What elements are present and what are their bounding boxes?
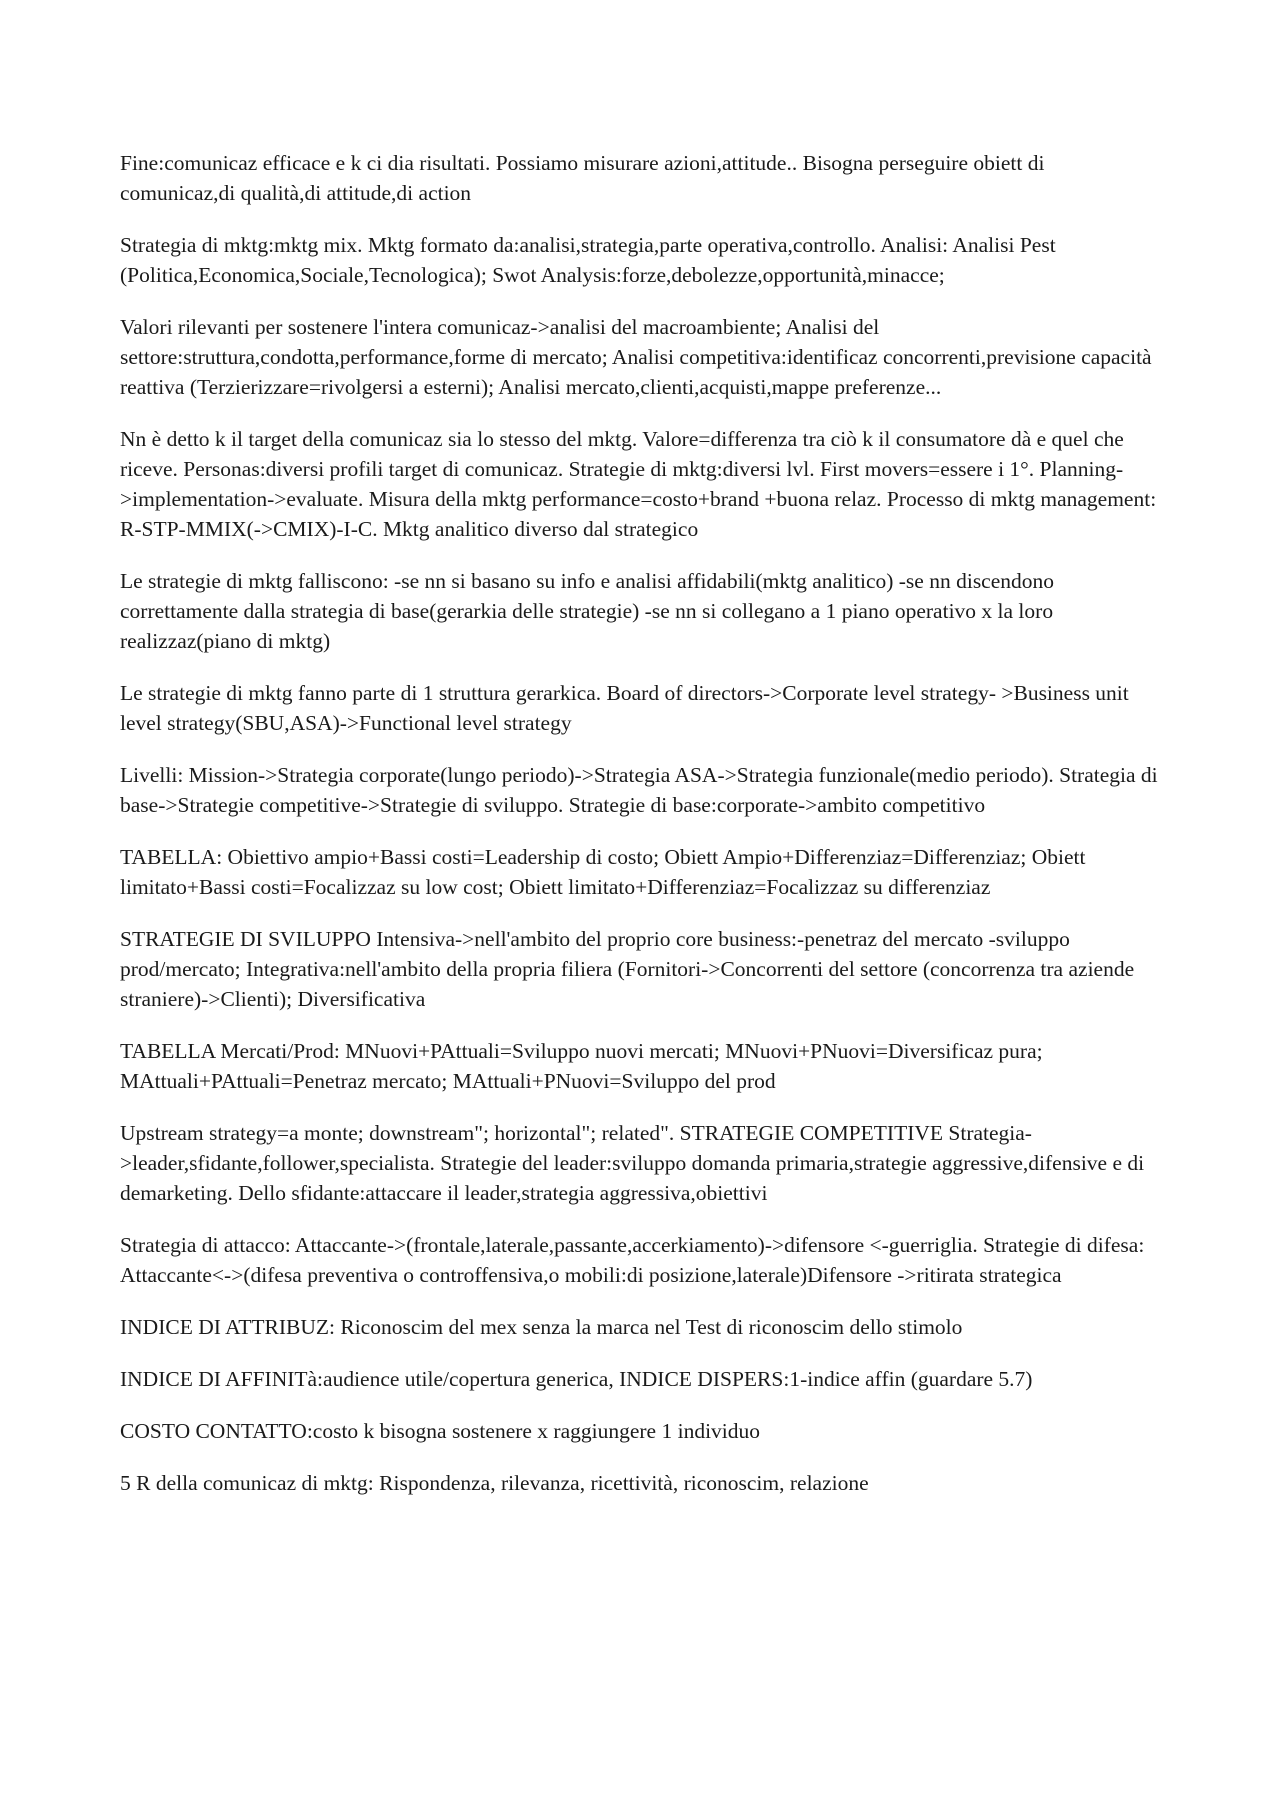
paragraph-goal: Fine:comunicaz efficace e k ci dia risultati. Possiamo misurare azioni,attitude.. Bisogna perseguire obiett di comunicaz,di qualità,di attitude,di action [120, 151, 1045, 205]
paragraph-hierarchy: Le strategie di mktg fanno parte di 1 struttura gerarkica. Board of directors->Corporate level strategy- >Business unit level strategy(SBU,ASA)->Functional level strategy [120, 681, 1129, 735]
paragraph-levels: Livelli: Mission->Strategia corporate(lungo periodo)->Strategia ASA->Strategia funzionale(medio periodo). Strategia di base->Strategie competitive->Strategie di sviluppo. Strategie di base:corporate->ambito competitivo [120, 763, 1158, 817]
document-body [120, 148, 1165, 1520]
paragraph-affinity-index: INDICE DI AFFINITà:audience utile/copertura generica, INDICE DISPERS:1-indice affin (guardare 5.7) [120, 1367, 1033, 1391]
paragraph-attribution-index: INDICE DI ATTRIBUZ: Riconoscim del mex senza la marca nel Test di riconoscim dello stimolo [120, 1315, 963, 1339]
paragraph-upstream-competitive: Upstream strategy=a monte; downstream"; horizontal"; related". STRATEGIE COMPETITIVE Strategia- >leader,sfidante,follower,specialista. Strategie del leader:sviluppo domanda primaria,strategie aggressive,difensive e di demarketing. Dello sfidante:attaccare il leader,strategia aggressiva,obiettivi [120, 1121, 1145, 1205]
paragraph-five-r: 5 R della comunicaz di mktg: Rispondenza, rilevanza, ricettività, riconoscim, relazione [120, 1471, 869, 1495]
paragraph-attack-defense: Strategia di attacco: Attaccante->(frontale,laterale,passante,accerkiamento)->difensore <-guerriglia. Strategie di difesa: Attaccante<->(difesa preventiva o controffensiva,o mobili:di posizione,laterale)Difensore ->ritirata strategica [120, 1233, 1145, 1287]
paragraph-development-strategies: STRATEGIE DI SVILUPPO Intensiva->nell'ambito del proprio core business:-penetraz del mercato -sviluppo prod/mercato; Integrativa:nell'ambito della propria filiera (Fornitori->Concorrenti del settore (concorrenza tra aziende straniere)->Clienti); Diversificativa [120, 927, 1135, 1011]
paragraph-mktg-strategy: Strategia di mktg:mktg mix. Mktg formato da:analisi,strategia,parte operativa,controllo. Analisi: Analisi Pest (Politica,Economica,Sociale,Tecnologica); Swot Analysis:forze,debolezze,opportunità,minacce; [120, 233, 1056, 287]
paragraph-strategy-failures: Le strategie di mktg falliscono: -se nn si basano su info e analisi affidabili(mktg analitico) -se nn discendono correttamente dalla strategia di base(gerarkia delle strategie) -se nn si collegano a 1 piano operativo x la loro realizzaz(piano di mktg) [120, 569, 1055, 653]
paragraph-contact-cost: COSTO CONTATTO:costo k bisogna sostenere x raggiungere 1 individuo [120, 1419, 761, 1443]
paragraph-table-competitive: TABELLA: Obiettivo ampio+Bassi costi=Leadership di costo; Obiett Ampio+Differenziaz=Differenziaz; Obiett limitato+Bassi costi=Focalizzaz su low cost; Obiett limitato+Differenziaz=Focalizzaz su differenziaz [120, 845, 1086, 899]
paragraph-table-markets-products: TABELLA Mercati/Prod: MNuovi+PAttuali=Sviluppo nuovi mercati; MNuovi+PNuovi=Diversificaz pura; MAttuali+PAttuali=Penetraz mercato; MAttuali+PNuovi=Sviluppo del prod [120, 1039, 1043, 1093]
paragraph-target: Nn è detto k il target della comunicaz sia lo stesso del mktg. Valore=differenza tra ciò k il consumatore dà e quel che riceve. Personas:diversi profili target di comunicaz. Strategie di mktg:diversi lvl. First movers=essere i 1°. Planning->implementation->evaluate. Misura della mktg performance=costo+brand +buona relaz. Processo di mktg management: R-STP-MMIX(->CMIX)-I-C. Mktg analitico diverso dal strategico [120, 427, 1157, 541]
paragraph-relevant-values: Valori rilevanti per sostenere l'intera comunicaz->analisi del macroambiente; Analisi del settore:struttura,condotta,performance,forme di mercato; Analisi competitiva:identificaz concorrenti,previsione capacità reattiva (Terzierizzare=rivolgersi a esterni); Analisi mercato,clienti,acquisti,mappe preferenze... [120, 315, 1152, 399]
